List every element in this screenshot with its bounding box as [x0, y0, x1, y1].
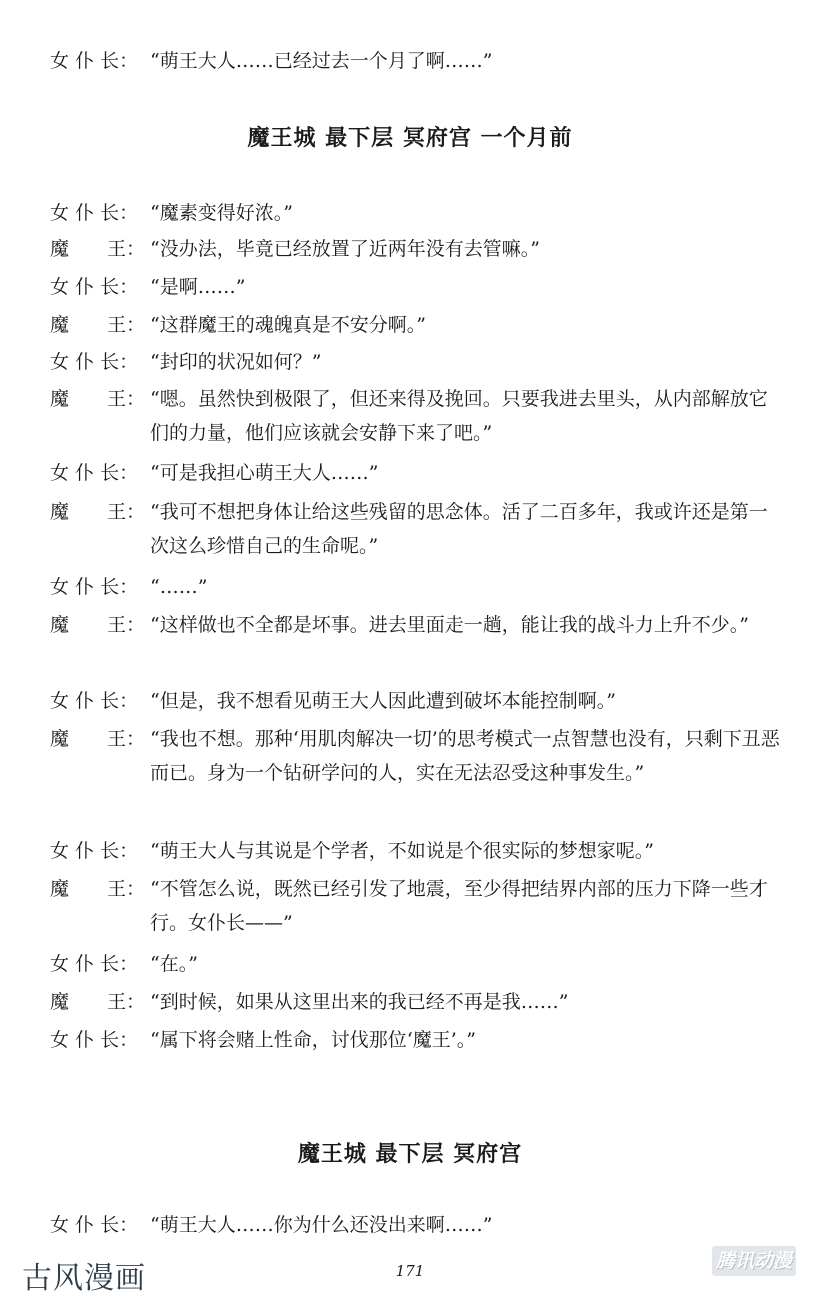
page-number: 171 — [395, 1262, 425, 1280]
dialogue-text: “没办法，毕竟已经放置了近两年没有去管嘛。” — [150, 238, 540, 260]
dialogue-text: “到时候，如果从这里出来的我已经不再是我……” — [150, 991, 569, 1013]
speaker-label: 魔 王： — [50, 314, 146, 336]
dialogue-line — [50, 270, 780, 304]
speaker-label: 女 仆 长： — [50, 462, 139, 484]
speaker-label: 女 仆 长： — [50, 1214, 139, 1236]
dialogue-line — [50, 495, 780, 563]
speaker-label: 女 仆 长： — [50, 953, 139, 975]
dialogue-text: “嗯。虽然快到极限了，但还来得及挽回。只要我进去里头，从内部解放它们的力量，他们应该就会安静下来了吧。” — [150, 388, 768, 444]
dialogue-text: “可是我担心萌王大人……” — [150, 462, 379, 484]
dialogue-text: “这群魔王的魂魄真是不安分啊。” — [150, 314, 426, 336]
dialogue-text: “不管怎么说，既然已经引发了地震，至少得把结界内部的压力下降一些才行。女仆长——” — [150, 878, 768, 934]
dialogue-line — [50, 1023, 780, 1057]
dialogue-line — [50, 232, 780, 266]
dialogue-text: “封印的状况如何？” — [150, 351, 322, 373]
speaker-label: 女 仆 长： — [50, 202, 139, 224]
dialogue-text: “萌王大人……你为什么还没出来啊……” — [150, 1214, 493, 1236]
dialogue-text: “但是，我不想看见萌王大人因此遭到破坏本能控制啊。” — [150, 690, 616, 712]
speaker-label: 女 仆 长： — [50, 576, 139, 598]
dialogue-line — [50, 382, 780, 450]
dialogue-line — [50, 834, 780, 868]
dialogue-text: “我可不想把身体让给这些残留的思念体。活了二百多年，我或许还是第一次这么珍惜自己的生命呢。” — [150, 501, 768, 557]
dialogue-text: “萌王大人……已经过去一个月了啊……” — [150, 50, 493, 72]
dialogue-line — [50, 684, 780, 718]
speaker-label: 女 仆 长： — [50, 50, 139, 72]
dialogue-line — [50, 570, 780, 604]
dialogue-text: “萌王大人与其说是个学者，不如说是个很实际的梦想家呢。” — [150, 840, 654, 862]
dialogue-line — [50, 872, 780, 940]
speaker-label: 女 仆 长： — [50, 690, 139, 712]
scene-heading: 魔王城 最下层 冥府宫 — [297, 1142, 523, 1167]
speaker-label: 女 仆 长： — [50, 840, 139, 862]
speaker-label: 女 仆 长： — [50, 1029, 139, 1051]
speaker-label: 魔 王： — [50, 388, 146, 410]
speaker-label: 魔 王： — [50, 501, 146, 523]
dialogue-text: “……” — [150, 576, 208, 598]
scene-heading: 魔王城 最下层 冥府宫 一个月前 — [247, 126, 573, 151]
dialogue-text: “在。” — [150, 953, 198, 975]
dialogue-text: “属下将会赌上性命，讨伐那位‘魔王’。” — [150, 1029, 477, 1051]
dialogue-line — [50, 1208, 780, 1242]
speaker-label: 魔 王： — [50, 878, 146, 900]
speaker-label: 女 仆 长： — [50, 276, 139, 298]
watermark-tencent-logo: 腾讯动漫 — [712, 1246, 796, 1276]
dialogue-text: “我也不想。那种‘用肌肉解决一切’的思考模式一点智慧也没有，只剩下丑恶而已。身为一个钻研学问的人，实在无法忍受这种事发生。” — [150, 728, 780, 784]
speaker-label: 魔 王： — [50, 728, 146, 750]
dialogue-text: “这样做也不全都是坏事。进去里面走一趟，能让我的战斗力上升不少。” — [150, 614, 749, 636]
dialogue-line — [50, 722, 780, 790]
speaker-label: 魔 王： — [50, 238, 146, 260]
dialogue-line — [50, 196, 780, 230]
speaker-label: 魔 王： — [50, 991, 146, 1013]
dialogue-line — [50, 308, 780, 342]
dialogue-line — [50, 608, 780, 642]
watermark-gufeng-logo: 古风漫画 — [22, 1261, 146, 1296]
dialogue-line — [50, 985, 780, 1019]
dialogue-line — [50, 345, 780, 379]
dialogue-text: “魔素变得好浓。” — [150, 202, 293, 224]
dialogue-line — [50, 456, 780, 490]
dialogue-line — [50, 44, 780, 78]
speaker-label: 女 仆 长： — [50, 351, 139, 373]
dialogue-line — [50, 947, 780, 981]
dialogue-text: “是啊……” — [150, 276, 246, 298]
speaker-label: 魔 王： — [50, 614, 146, 636]
